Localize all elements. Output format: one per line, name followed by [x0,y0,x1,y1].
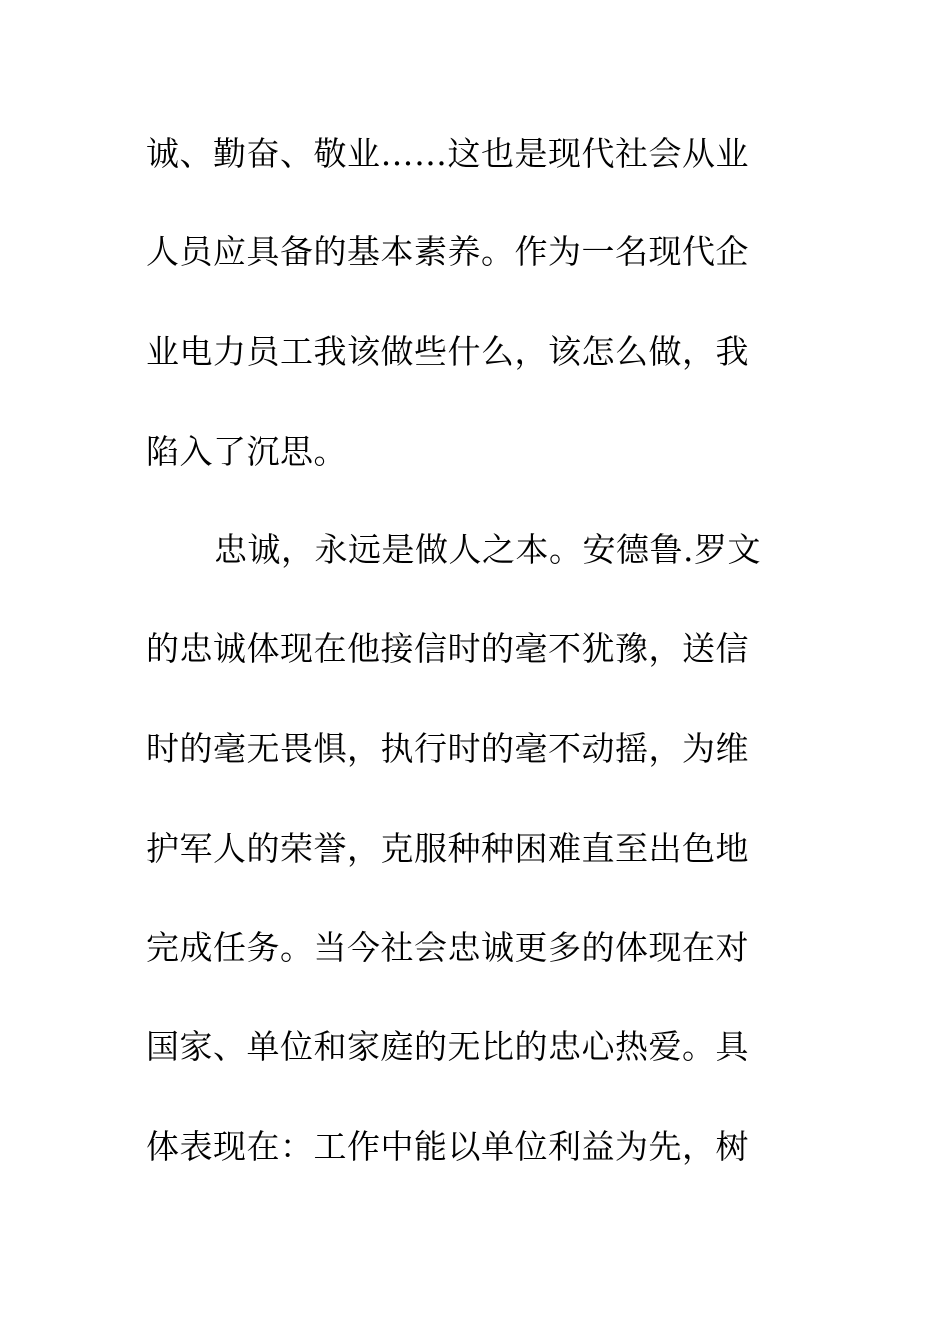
text-line: 业电力员工我该做些什么，该怎么做，我 [146,332,749,371]
text-line: 时的毫无畏惧，执行时的毫不动摇，为维 [146,729,749,768]
text-line: 护军人的荣誉，克服种种困难直至出色地 [146,829,749,868]
text-line: 完成任务。当今社会忠诚更多的体现在对 [146,928,749,967]
paragraph-first-line: 忠诚，永远是做人之本。安德鲁.罗文 [214,530,761,569]
text-line: 陷入了沉思。 [146,432,347,471]
text-line: 的忠诚体现在他接信时的毫不犹豫，送信 [146,629,749,668]
text-line: 国家、单位和家庭的无比的忠心热爱。具 [146,1027,749,1066]
text-line: 诚、勤奋、敬业……这也是现代社会从业 [146,134,749,173]
text-line: 人员应具备的基本素养。作为一名现代企 [146,232,749,271]
text-line: 体表现在：工作中能以单位利益为先，树 [146,1127,749,1166]
